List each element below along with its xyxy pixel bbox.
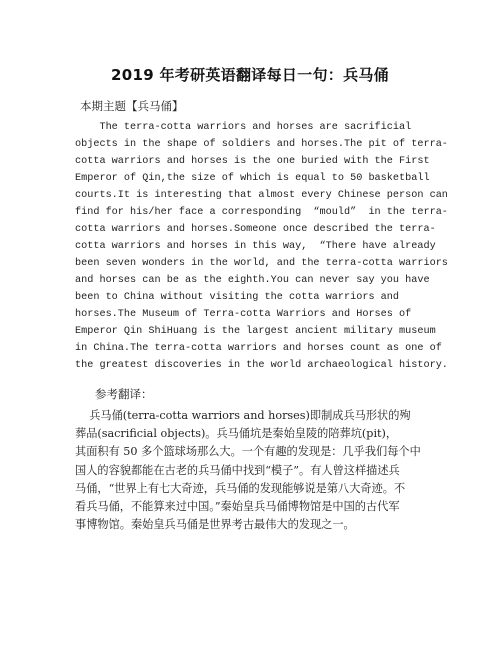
chinese-line: 马俑，“世界上有七大奇迹，兵马俑的发现能够说是第八大奇迹。不 — [75, 481, 406, 495]
english-line: horses.The Museum of Terra-cotta Warriors and Horses of — [75, 309, 412, 320]
english-line: objects in the shape of soldiers and horses.The pit of terra- — [75, 139, 448, 150]
chinese-line: 其面积有 50 多个篮球场那么大。一个有趣的发现是：几乎我们每个中 — [75, 445, 421, 459]
chinese-line: 兵马俑(terra-cotta warriors and horses)即制成兵马形状的殉 — [75, 409, 411, 422]
english-line: cotta warriors and horses.Someone once described the terra- — [75, 224, 436, 235]
english-line: The terra-cotta warriors and horses are sacrificial — [75, 122, 412, 133]
english-line: been seven wonders in the world, and the terra-cotta warriors — [75, 258, 448, 269]
english-line: courts.It is interesting that almost every Chinese person can — [75, 190, 448, 201]
english-line: Emperor of Qin,the size of which is equal to 50 basketball — [75, 173, 430, 184]
english-line: find for his/her face a corresponding “mould” in the terra- — [75, 207, 448, 218]
english-passage — [75, 119, 448, 374]
english-line: cotta warriors and horses is the one buried with the First — [75, 156, 430, 167]
english-line: in China.The terra-cotta warriors and horses count as one of — [75, 343, 442, 354]
page-title: 2019 年考研英语翻译每日一句：兵马俑 — [111, 66, 389, 84]
chinese-line: 国人的容貌都能在古老的兵马俑中找到“模子”。有人曾这样描述兵 — [75, 463, 400, 477]
chinese-translation — [75, 407, 435, 534]
reference-translation-label: 参考翻译： — [95, 387, 153, 401]
english-line: and horses can be as the eighth.You can never say you have — [75, 275, 430, 286]
english-line: been to China without visiting the cotta warriors and — [75, 292, 400, 303]
english-line: cotta warriors and horses in this way, “There have already — [75, 241, 436, 252]
english-line: the greatest discoveries in the world archaeological history. — [75, 360, 448, 371]
chinese-line: 看兵马俑，不能算来过中国。”秦始皇兵马俑博物馆是中国的古代军 — [75, 499, 400, 513]
english-line: Emperor Qin ShiHuang is the largest ancient military museum — [75, 326, 436, 337]
topic-label: 本期主题【兵马俑】 — [80, 99, 184, 113]
chinese-line: 事博物馆。秦始皇兵马俑是世界考古最伟大的发现之一。 — [75, 518, 355, 532]
chinese-line: 葬品(sacrificial objects)。兵马俑坑是秦始皇陵的陪葬坑(pit)， — [75, 427, 398, 441]
